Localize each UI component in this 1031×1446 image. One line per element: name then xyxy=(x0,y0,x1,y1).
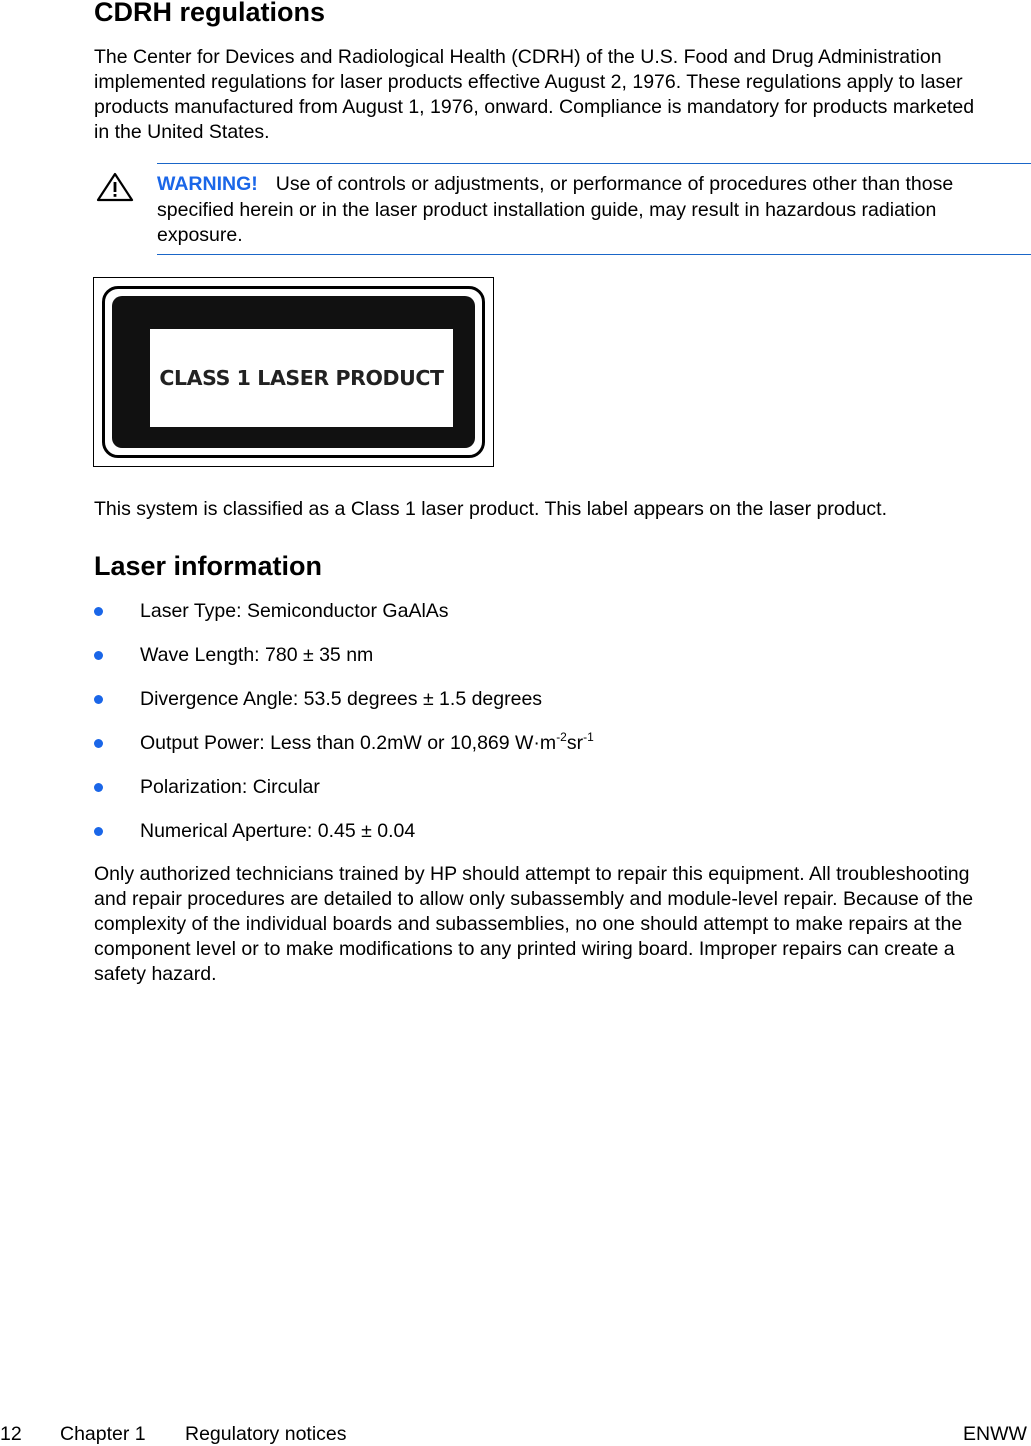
bullet-icon xyxy=(94,651,103,660)
label-black-border xyxy=(112,296,475,448)
footer-edition: ENWW xyxy=(963,1423,1027,1445)
footer-chapter-title: Regulatory notices xyxy=(185,1423,347,1445)
output-power-text: Output Power: Less than 0.2mW or 10,869 $W\cdot m^{-2}sr^{-1}$ xyxy=(140,730,594,754)
bullet-icon xyxy=(94,739,103,748)
bullet-icon xyxy=(94,695,103,704)
bullet-icon xyxy=(94,607,103,616)
cdrh-paragraph: The Center for Devices and Radiological Health (CDRH) of the U.S. Food and Drug Administration implemented regulations for laser products effective August 2, 1976. These regulations apply to laser products manufactured from August 1, 1976, onward. Compliance is mandatory for products marketed in the United States. xyxy=(94,46,975,143)
closing-paragraph: Only authorized technicians trained by HP should attempt to repair this equipment. All troubleshooting and repair procedures are detailed to allow only subassembly and module-level repair. Because of the complexity of the individual boards and subassemblies, no one should attempt to make repairs at the component level or to make modifications to any printed wiring board. Improper repairs can create a safety hazard. xyxy=(94,863,974,985)
label-outer-frame xyxy=(102,286,485,458)
label-white-panel xyxy=(150,329,453,427)
classification-text: This system is classified as a Class 1 laser product. This label appears on the laser product. xyxy=(94,498,888,520)
footer-chapter: Chapter 1 xyxy=(60,1423,146,1445)
footer-page-number: 12 xyxy=(0,1423,22,1445)
bullet-icon xyxy=(94,827,103,836)
warning-label: WARNING! xyxy=(157,173,258,195)
laser-label-text: CLASS 1 LASER PRODUCT xyxy=(159,366,444,390)
warning-text: WARNING! Use of controls or adjustments, or performance of procedures other than those specified herein or in the laser product installation guide, may result in hazardous radiation exposure. xyxy=(157,173,954,246)
bullet-icon xyxy=(94,783,103,792)
warning-triangle-icon xyxy=(96,172,134,202)
section-title-laser-info: Laser information xyxy=(94,551,323,581)
section-title-cdrh: CDRH regulations xyxy=(94,0,326,27)
class1-laser-label-image xyxy=(93,277,494,467)
